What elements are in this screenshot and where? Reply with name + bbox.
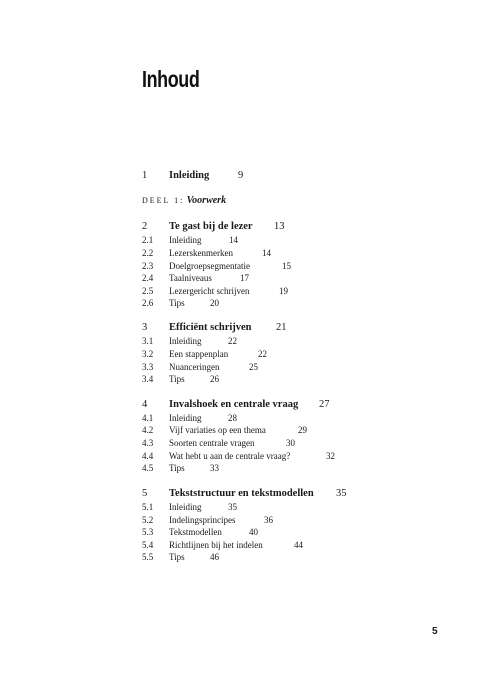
page-number: 36 — [264, 515, 273, 525]
page-number: 14 — [229, 235, 238, 245]
part-name: Voorwerk — [186, 195, 227, 206]
page-number: 25 — [249, 362, 258, 372]
section-number: 2.1 — [142, 235, 154, 245]
page-number: 21 — [276, 322, 287, 333]
part-heading — [142, 195, 226, 206]
section-number: 5.2 — [142, 515, 154, 525]
page-number: 26 — [210, 374, 219, 384]
section-number: 2.4 — [142, 273, 154, 283]
section-title: Lezerskenmerken — [169, 248, 233, 258]
page-number: 22 — [228, 336, 237, 346]
section-number: 3.4 — [142, 374, 154, 384]
page-title: Inhoud — [142, 66, 200, 92]
section-title: Tips — [169, 298, 185, 308]
chapter-title: Te gast bij de lezer — [169, 221, 253, 232]
page-number: 28 — [228, 413, 237, 423]
section-title: Inleiding — [169, 235, 202, 245]
section-title: Tips — [169, 552, 185, 562]
page-number: 32 — [326, 451, 335, 461]
page-number: 27 — [319, 399, 330, 410]
page-number: 17 — [240, 273, 249, 283]
section-title: Inleiding — [169, 336, 202, 346]
page-number: 35 — [336, 488, 347, 499]
section-title: Vijf variaties op een thema — [169, 425, 266, 435]
folio-page-number: 5 — [432, 626, 438, 637]
section-title: Tips — [169, 463, 185, 473]
chapter-title: Tekststructuur en tekstmodellen — [169, 488, 314, 499]
page-number: 33 — [210, 463, 219, 473]
section-title: Tips — [169, 374, 185, 384]
section-title: Een stappenplan — [169, 349, 229, 359]
section-number: 2.5 — [142, 286, 154, 296]
section-title: Richtlijnen bij het indelen — [169, 540, 263, 550]
page-number: 13 — [274, 221, 285, 232]
section-number: 5.4 — [142, 540, 154, 550]
section-number: 2.3 — [142, 261, 154, 271]
section-number: 4.1 — [142, 413, 154, 423]
page-number: 30 — [286, 438, 295, 448]
section-title: Indelingsprincipes — [169, 515, 236, 525]
section-number: 3.2 — [142, 349, 154, 359]
section-title: Nuanceringen — [169, 362, 220, 372]
page-number: 46 — [210, 552, 219, 562]
section-title: Doelgroepsegmentatie — [169, 261, 250, 271]
page-number: 22 — [258, 349, 267, 359]
page-number: 9 — [238, 170, 244, 181]
chapter-title: Invalshoek en centrale vraag — [169, 399, 299, 410]
section-title: Tekstmodellen — [169, 527, 222, 537]
section-number: 5.5 — [142, 552, 154, 562]
section-title: Inleiding — [169, 413, 202, 423]
section-title: Lezergericht schrijven — [169, 286, 250, 296]
page-number: 19 — [279, 286, 288, 296]
section-title: Soorten centrale vragen — [169, 438, 255, 448]
page-number: 44 — [294, 540, 303, 550]
section-number: 4.5 — [142, 463, 154, 473]
section-number: 4.2 — [142, 425, 154, 435]
chapter-number: 4 — [142, 399, 148, 410]
chapter-number: 1 — [142, 170, 148, 181]
section-number: 3.3 — [142, 362, 154, 372]
page-number: 40 — [249, 527, 258, 537]
section-number: 4.4 — [142, 451, 154, 461]
section-number: 3.1 — [142, 336, 154, 346]
page-number: 15 — [282, 261, 291, 271]
part-prefix: DEEL 1: — [142, 196, 185, 205]
chapter-number: 3 — [142, 322, 148, 333]
section-number: 2.2 — [142, 248, 154, 258]
page-number: 35 — [228, 502, 237, 512]
page-number: 29 — [298, 425, 307, 435]
chapter-number: 2 — [142, 221, 148, 232]
chapter-title: Efficiënt schrijven — [169, 322, 252, 333]
section-title: Taalniveaus — [169, 273, 212, 283]
section-number: 5.1 — [142, 502, 154, 512]
section-number: 4.3 — [142, 438, 154, 448]
chapter-number: 5 — [142, 488, 148, 499]
page-number: 20 — [210, 298, 219, 308]
section-title: Wat hebt u aan de centrale vraag? — [169, 451, 291, 461]
section-number: 2.6 — [142, 298, 154, 308]
section-number: 5.3 — [142, 527, 154, 537]
chapter-title: Inleiding — [169, 170, 210, 181]
page-number: 14 — [262, 248, 271, 258]
section-title: Inleiding — [169, 502, 202, 512]
